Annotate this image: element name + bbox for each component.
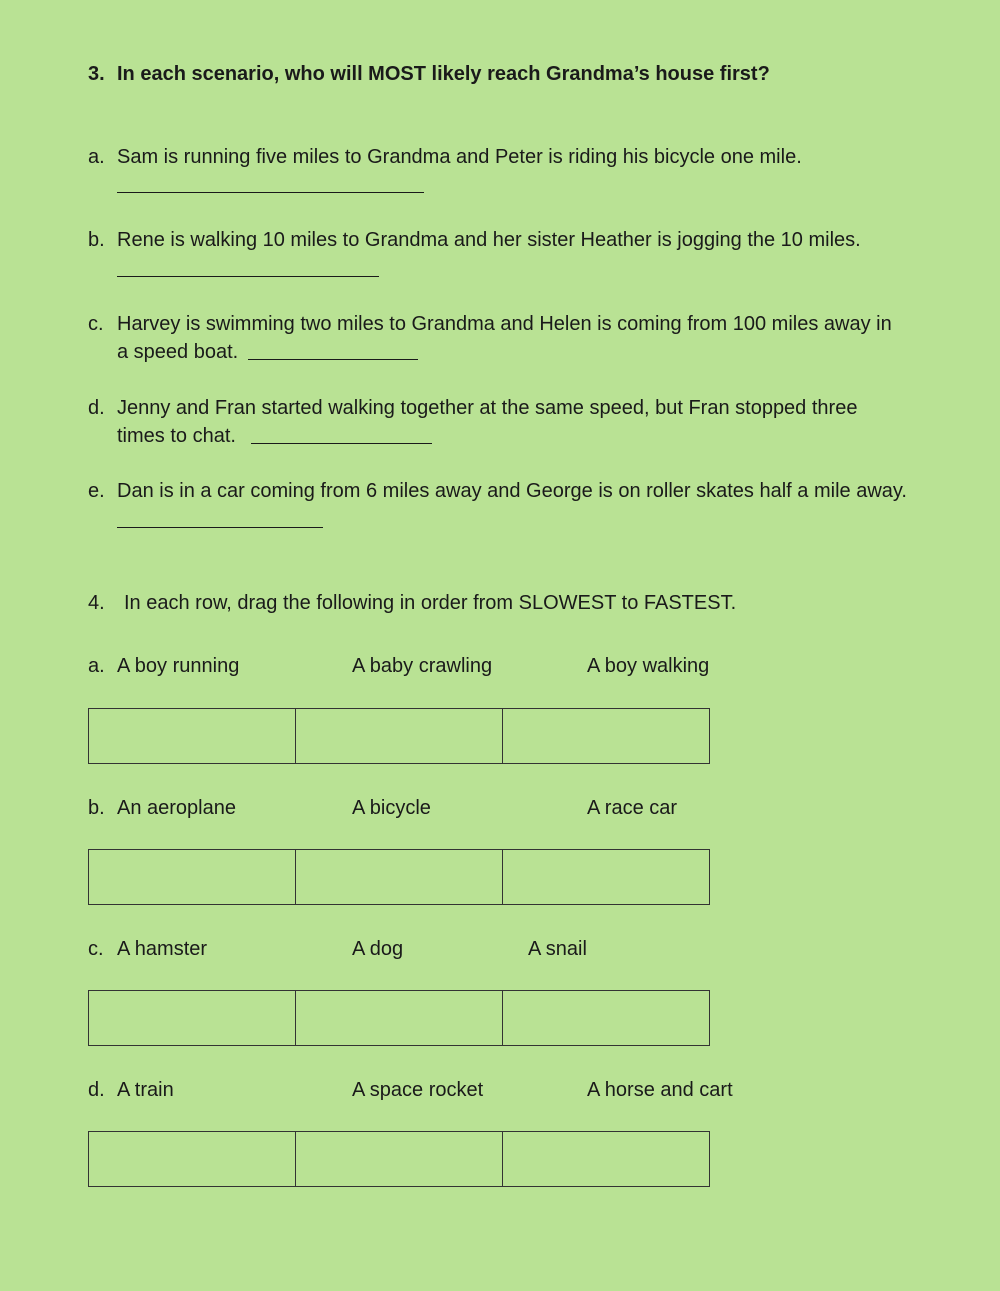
q4a-option-3[interactable]: A boy walking: [587, 655, 710, 677]
q4d-drop-slot-2[interactable]: [296, 1132, 503, 1186]
q4a-letter: a.: [88, 655, 105, 677]
q4c-drop-slot-2[interactable]: [296, 991, 503, 1045]
q4d-drop-slot-3[interactable]: [503, 1132, 709, 1186]
q4a-drop-slot-3[interactable]: [503, 709, 709, 763]
q4-title: In each row, drag the following in order from SLOWEST to FASTEST.: [124, 592, 737, 614]
q4a-option-2[interactable]: A baby crawling: [352, 655, 493, 677]
q4b-option-1[interactable]: An aeroplane: [117, 797, 236, 819]
q4b-letter: b.: [88, 797, 105, 819]
q4c-option-3[interactable]: A snail: [528, 938, 587, 960]
q3c-letter: c.: [88, 313, 104, 335]
q3e-text: Dan is in a car coming from 6 miles away and George is on roller skates half a mile away.: [117, 480, 907, 502]
q3c-answer-blank[interactable]: [248, 359, 418, 360]
q4c-option-2[interactable]: A dog: [352, 938, 404, 960]
q3c-text-line2: a speed boat.: [117, 341, 239, 363]
q4d-option-3[interactable]: A horse and cart: [587, 1079, 733, 1101]
q4c-option-1[interactable]: A hamster: [117, 938, 208, 960]
q4d-letter: d.: [88, 1079, 105, 1101]
q4d-drop-row: [88, 1131, 710, 1187]
q3e-letter: e.: [88, 480, 105, 502]
q3d-letter: d.: [88, 397, 105, 419]
q3d-text-line1: Jenny and Fran started walking together at the same speed, but Fran stopped three: [117, 397, 858, 419]
q3a-text: Sam is running five miles to Grandma and Peter is riding his bicycle one mile.: [117, 146, 802, 168]
q4-number: 4.: [88, 592, 105, 614]
q3c-text-line1: Harvey is swimming two miles to Grandma and Helen is coming from 100 miles away in: [117, 313, 892, 335]
q4c-letter: c.: [88, 938, 104, 960]
q4b-drop-slot-3[interactable]: [503, 850, 709, 904]
q4c-drop-slot-3[interactable]: [503, 991, 709, 1045]
q3d-answer-blank[interactable]: [251, 443, 432, 444]
q4d-drop-slot-1[interactable]: [89, 1132, 296, 1186]
q4a-drop-slot-1[interactable]: [89, 709, 296, 763]
q4a-option-1[interactable]: A boy running: [117, 655, 240, 677]
q3e-answer-blank[interactable]: [117, 527, 323, 528]
q4b-drop-slot-2[interactable]: [296, 850, 503, 904]
q4c-drop-slot-1[interactable]: [89, 991, 296, 1045]
q4d-option-2[interactable]: A space rocket: [352, 1079, 484, 1101]
q4b-option-3[interactable]: A race car: [587, 797, 678, 819]
q3b-answer-blank[interactable]: [117, 276, 379, 277]
q4b-drop-slot-1[interactable]: [89, 850, 296, 904]
q3b-text: Rene is walking 10 miles to Grandma and her sister Heather is jogging the 10 miles.: [117, 229, 861, 251]
q3b-letter: b.: [88, 229, 105, 251]
q4b-drop-row: [88, 849, 710, 905]
q3a-letter: a.: [88, 146, 105, 168]
q3a-answer-blank[interactable]: [117, 192, 424, 193]
q4d-option-1[interactable]: A train: [117, 1079, 174, 1101]
q3-number: 3.: [88, 63, 105, 85]
q4c-drop-row: [88, 990, 710, 1046]
q4a-drop-row: [88, 708, 710, 764]
q4b-option-2[interactable]: A bicycle: [352, 797, 431, 819]
q3-title: In each scenario, who will MOST likely reach Grandma’s house first?: [117, 63, 770, 85]
q4a-drop-slot-2[interactable]: [296, 709, 503, 763]
q3d-text-line2: times to chat.: [117, 425, 236, 447]
